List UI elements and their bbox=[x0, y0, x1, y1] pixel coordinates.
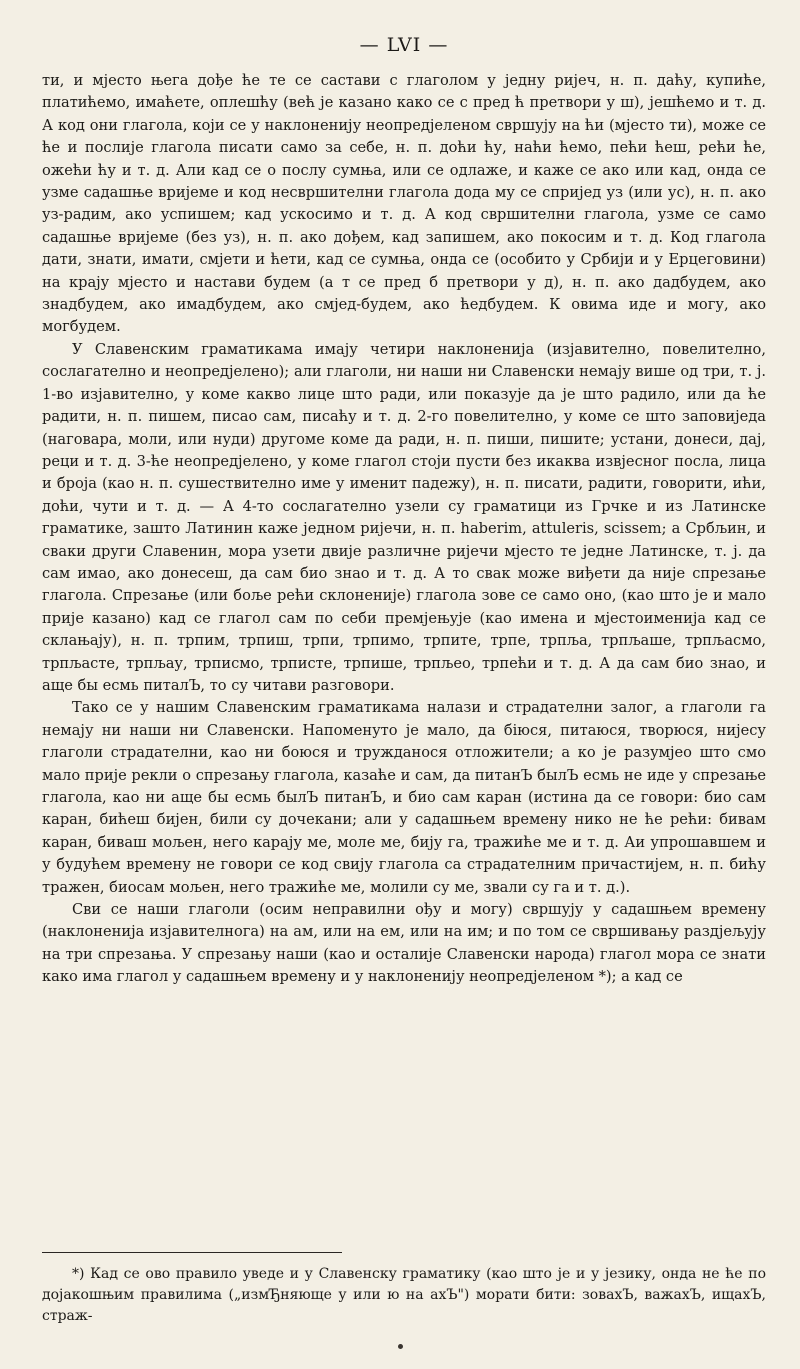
main-text bbox=[42, 70, 766, 1070]
footnote-rule bbox=[42, 1252, 342, 1253]
paragraph-conjugations: Сви се наши глаголи (осим неправилни ођу и могу) свршују у садашњем времену (наклоненија изјавителнога) на ам, или на ем, или на им; и по том се свршивању раздјељују на три спрезања. У спрезању наши (као и осталије Славенски народа) глагол мора се знати како има глагол у садашњем времену и у наклоненију неопредјеленом *); а кад се bbox=[42, 901, 766, 986]
footnote: *) Кад се ово правило уведе и у Славенску граматику (као што је и у језику, онда не ће по дојакошњим правилима („измЂняюще у или ю на ахЪ") морати бити: зовахЪ, важахЪ, ищахЪ, страж- bbox=[42, 1266, 766, 1324]
paragraph-verb-endings: ти, и мјесто њега дође ће те се састави с глаголом у једну ријеч, н. п. даћу, купиће, платићемо, имаћете, оплешћу (већ је казано како се с пред ћ претвори у ш), јешћемо и т. д. А код они глагола, који се у наклоненију неопредјеленом свршују на ћи (мјесто ти), може се ће и послије глагола писати само за себе, н. п. доћи ћу, наћи ћемо, пећи ћеш, рећи ће, ожећи ћу и т. д. Али кад се о послу сумња, или се одлаже, и каже се ако или кад, онда се узме садашње вријеме и код несвршителни глагола дода му се спријед уз (или ус), н. п. ако уз-радим, ако успишем; кад ускосимо и т. д. А код свршителни глагола, узме се само садашње вријеме (без уз), н. п. ако дођем, кад запишем, ако покосим и т. д. Код глагола дати, знати, имати, смјети и ћети, кад се сумња, онда се (особито у Србији и у Ерцеговини) на крају мјесто и настави будем (а т се пред б претвори у д), н. п. ако дадбудем, ако знадбудем, ако имадбудем, ако смјед-будем, ако ћедбудем. К овима иде и могу, ако могбудем. bbox=[42, 72, 766, 336]
print-mark bbox=[398, 1344, 403, 1349]
paragraph-passive-voice: Тако се у нашим Славенским граматикама налази и страдателни залог, а глаголи га немају ни наши ни Славенски. Напоменуто је мало, да бiюся, питаюся, творюся, нијесу глаголи страдателни, као ни боюся и тружданося отложители; а ко је разумјео што смо мало прије рекли о спрезању глагола, казаће и сам, да питанЪ былЪ есмь не иде у спрезање глагола, као ни аще бы есмь былЪ питанЪ, и био сам каран (истина да се говори: био сам каран, бићеш бијен, били су дочекани; али у садашњем времену нико не ће рећи: бивам каран, биваш мољен, него карају ме, моле ме, бију га, тражиће ме и т. д. Аи упрошавшем и у будућем времену не говори се код свију глагола са страдателним причастијем, н. п. бићу тражен, биосам мољен, него тражиће ме, молили су ме, звали су га и т. д.). bbox=[42, 699, 766, 896]
paragraph-moods: У Славенским граматикама имају четири наклоненија (изјавително, повелително, сослагателно и неопредјелено); али глаголи, ни наши ни Славенски немају више од три, т. ј. 1-во изјавително, у коме какво лице што ради, или показује да је што радило, или да ће радити, н. п. пишем, писао сам, писаћу и т. д. 2-го повелително, у коме се што заповиједа (наговара, моли, или нуди) другоме коме да ради, н. п. пиши, пишите; устани, донеси, дај, реци и т. д. 3-ће неопредјелено, у коме глагол стоји пусти без икаква извјесног посла, лица и броја (као н. п. сушествително име у именит падежу), н. п. писати, радити, говорити, ићи, доћи, чути и т. д. — А 4-то сослагателно узели су граматици из Грчке и из Латинске граматике, зашто Латинин каже једном ријечи, н. п. hаberim, attuleris, scissem; а Србљин, и сваки други Славенин, мора узети двије различне ријечи мјесто те једне Латинске, т. ј. да сам имао, ако донесеш, да сам био знао и т. д. А то свак може виђети да није спрезање глагола. Спрезање (или боље рећи склоненије) глагола зове се само оно, (као што је и мало прије казано) кад се глагол сам по себи премјењује (као имена и мјестоименија кад се склањају), н. п. трпим, трпиш, трпи, трпимо, трпите, трпе, трпља, трпљаше, трпљасмо, трпљасте, трпљау, трписмо, трписте, трпише, трпљео, трпећи и т. д. А да сам био знао, и аще бы есмь питалЪ, то су читави разговори. bbox=[42, 340, 766, 694]
running-head: — LVI — bbox=[359, 34, 449, 56]
